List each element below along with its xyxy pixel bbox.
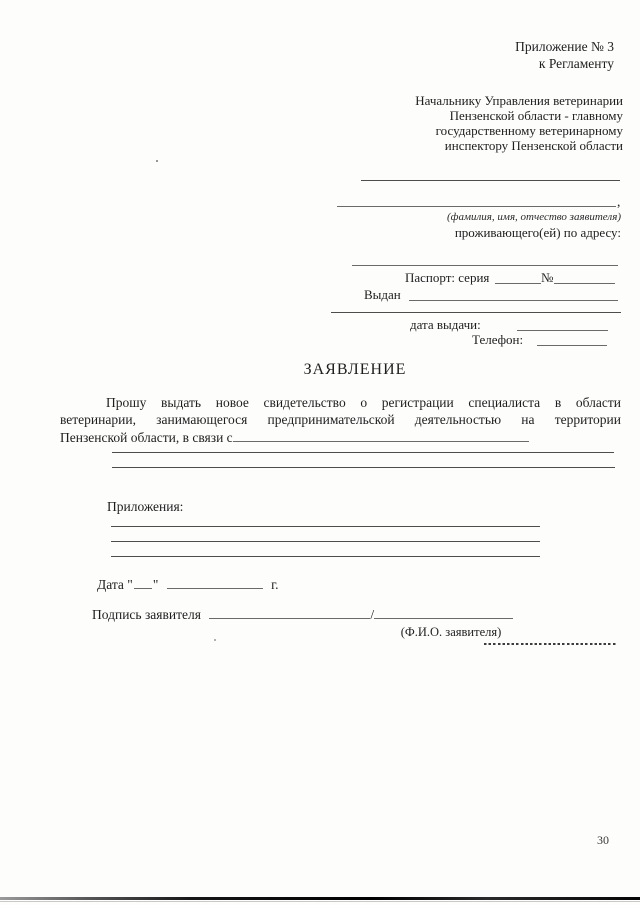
date-quote: "	[127, 577, 133, 592]
date-row	[97, 576, 278, 593]
year-suffix: г.	[271, 577, 279, 592]
reason-line	[233, 429, 529, 442]
appendix-label: Приложение № 3	[515, 39, 614, 54]
attachment-line	[111, 526, 540, 527]
addressee-block	[415, 93, 623, 153]
phone-line	[537, 345, 607, 346]
addressee-line: инспектору Пензенской области	[444, 138, 623, 153]
fio-line	[374, 606, 513, 619]
issue-date-label: дата выдачи:	[410, 317, 481, 332]
date-label: Дата	[97, 577, 124, 592]
applicant-name-line	[337, 206, 616, 207]
body-line-3	[60, 429, 621, 446]
scan-artifact-dot	[156, 160, 158, 162]
passport-series-line	[495, 283, 541, 284]
issue-date-line	[517, 330, 608, 331]
date-day-line	[134, 576, 152, 589]
passport-series-label: Паспорт: серия	[405, 270, 490, 285]
date-month-line	[167, 576, 263, 589]
scan-artifact-line	[0, 901, 640, 902]
scan-artifact-dot	[214, 639, 216, 641]
address-line	[352, 265, 618, 266]
application-title: ЗАЯВЛЕНИЕ	[303, 361, 407, 378]
name-caption: (фамилия, имя, отчество заявителя)	[447, 211, 621, 223]
continuation-line	[112, 467, 615, 468]
cut-dashed-line	[484, 643, 617, 645]
issued-line	[409, 300, 618, 301]
attachment-line	[111, 541, 540, 542]
regulation-label: к Регламенту	[538, 56, 614, 71]
page-number: 30	[597, 833, 609, 847]
body-line-2: ветеринарии, занимающегося предпринимательской деятельностью на территории	[60, 412, 621, 427]
body-line-1: Прошу выдать новое свидетельство о регистрации специалиста в области	[106, 395, 621, 410]
date-quote: "	[152, 577, 159, 592]
fio-caption: (Ф.И.О. заявителя)	[400, 625, 502, 639]
addressee-line: государственному ветеринарному	[435, 123, 623, 138]
signature-label: Подпись заявителя	[92, 607, 201, 622]
issued-label: Выдан	[364, 287, 401, 302]
body-line-3-text: Пензенской области, в связи с	[60, 430, 233, 445]
attachment-line	[111, 556, 540, 557]
passport-number-line	[554, 283, 615, 284]
applicant-name-line	[361, 180, 620, 181]
addressee-line: Пензенской области - главному	[449, 108, 623, 123]
addressee-line: Начальнику Управления ветеринарии	[415, 93, 623, 108]
separator-line	[331, 312, 621, 313]
passport-number-sign: №	[541, 270, 554, 285]
signature-line	[209, 606, 370, 619]
phone-label: Телефон:	[472, 332, 524, 347]
attachments-label: Приложения:	[107, 499, 184, 514]
signature-slash: /	[370, 607, 375, 622]
address-caption: проживающего(ей) по адресу:	[454, 225, 621, 240]
applicant-name-comma: ,	[617, 194, 621, 209]
signature-row	[92, 606, 513, 623]
scan-artifact-line	[0, 897, 640, 900]
continuation-line	[112, 452, 614, 453]
